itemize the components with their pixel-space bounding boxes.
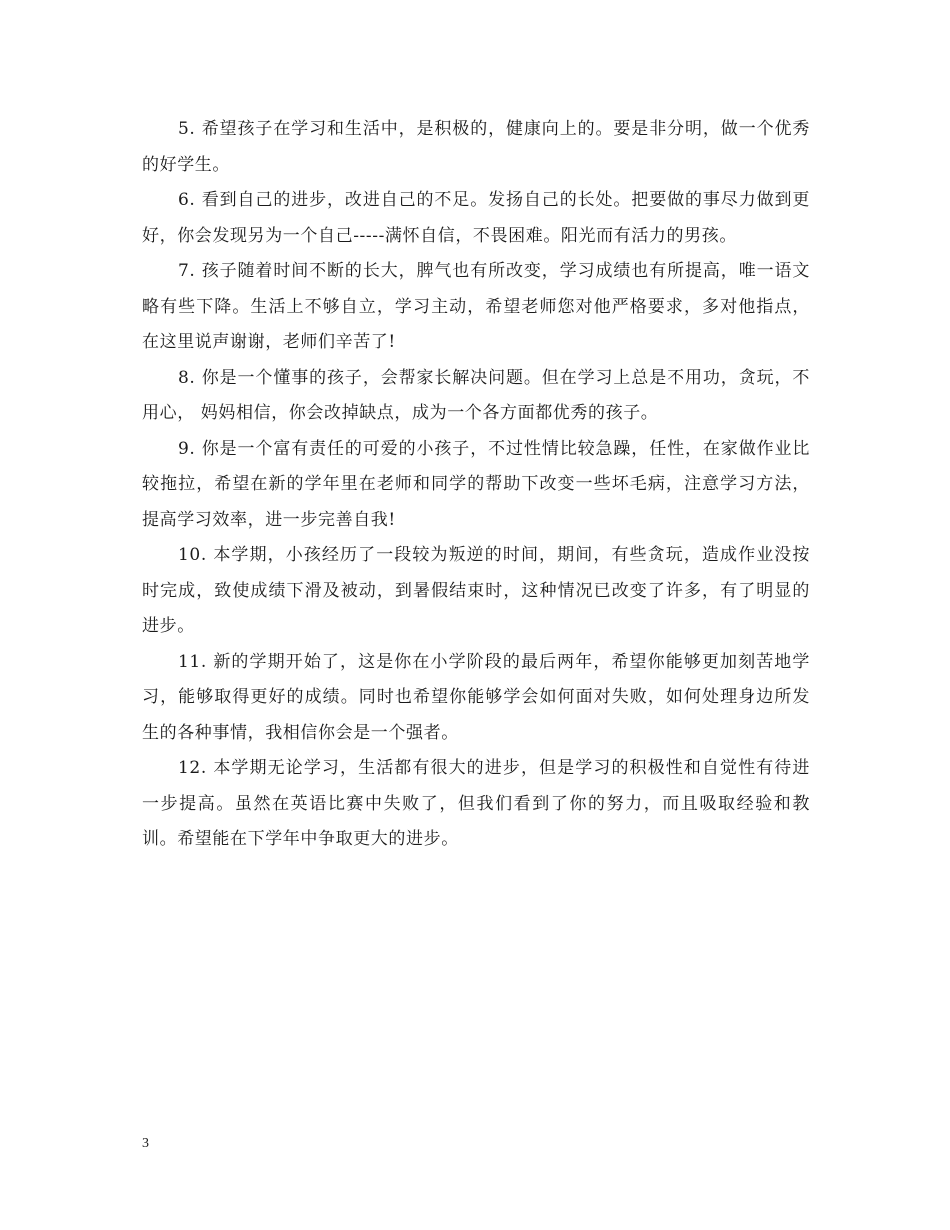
paragraph-item-8: 8. 你是一个懂事的孩子，会帮家长解决问题。但在学习上总是不用功，贪玩，不用心， 妈妈相信，你会改掉缺点，成为一个各方面都优秀的孩子。 bbox=[142, 367, 810, 423]
paragraph-item-6: 6. 看到自己的进步，改进自己的不足。发扬自己的长处。把要做的事尽力做到更好，你会发现另为一个自己-----满怀自信，不畏困难。阳光而有活力的男孩。 bbox=[142, 190, 810, 246]
paragraph-item-11: 11. 新的学期开始了，这是你在小学阶段的最后两年，希望你能够更加刻苦地学习，能够取得更好的成绩。同时也希望你能够学会如何面对失败，如何处理身边所发生的各种事情，我相信你会是一个强者。 bbox=[142, 651, 810, 743]
paragraph-item-7: 7. 孩子随着时间不断的长大，脾气也有所改变，学习成绩也有所提高，唯一语文略有些下降。生活上不够自立，学习主动，希望老师您对他严格要求，多对他指点，在这里说声谢谢，老师们辛苦了! bbox=[142, 261, 810, 352]
paragraph-item-9: 9. 你是一个富有责任的可爱的小孩子，不过性情比较急躁，任性，在家做作业比较拖拉，希望在新的学年里在老师和同学的帮助下改变一些坏毛病，注意学习方法，提高学习效率，进一步完善自我! bbox=[142, 438, 810, 530]
paragraph-item-12: 12. 本学期无论学习，生活都有很大的进步，但是学习的积极性和自觉性有待进一步提高。虽然在英语比赛中失败了，但我们看到了你的努力，而且吸取经验和教训。希望能在下学年中争取更大的进步。 bbox=[142, 758, 810, 849]
document-body bbox=[142, 112, 810, 858]
page-number: 3 bbox=[142, 1136, 149, 1151]
paragraph-item-10: 10. 本学期，小孩经历了一段较为叛逆的时间，期间，有些贪玩，造成作业没按时完成，致使成绩下滑及被动，到暑假结束时，这种情况已改变了许多，有了明显的进步。 bbox=[142, 545, 810, 636]
paragraph-item-5: 5. 希望孩子在学习和生活中，是积极的，健康向上的。要是非分明，做一个优秀的好学生。 bbox=[142, 119, 810, 175]
